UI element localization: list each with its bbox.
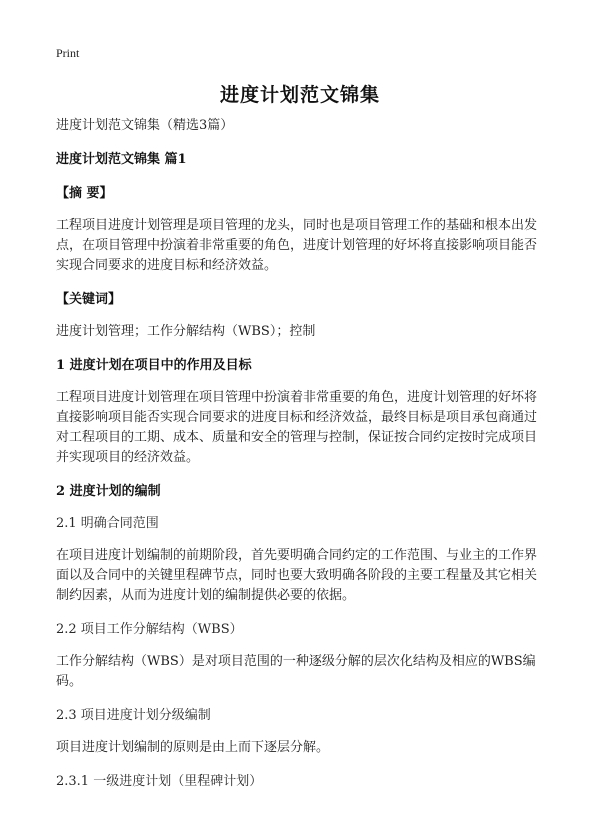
- print-link[interactable]: Print: [56, 46, 80, 60]
- article-heading: 进度计划范文锦集 篇1: [56, 152, 187, 167]
- abstract-heading: 【摘 要】: [56, 186, 113, 201]
- document-body: [56, 116, 548, 804]
- section-1-text: 工程项目进度计划管理在项目管理中扮演着非常重要的角色，进度计划管理的好坏将直接影响项目能否实现合同要求的进度目标和经济效益，最终目标是项目承包商通过对工程项目的工期、成本、质量和安全的管理与控制，保证按合同约定按时完成项目并实现项目的经济效益。: [56, 390, 538, 465]
- keywords-text: 进度计划管理；工作分解结构（WBS）；控制: [56, 324, 316, 339]
- section-2-heading: 2 进度计划的编制: [56, 484, 161, 499]
- section-2-1-text: 在项目进度计划编制的前期阶段，首先要明确合同约定的工作范围、与业主的工作界面以及合同中的关键里程碑节点，同时也要大致明确各阶段的主要工程量及其它相关制约因素，从而为进度计划的编制提供必要的依据。: [56, 548, 538, 603]
- document-subtitle: 进度计划范文锦集（精选3篇）: [56, 118, 234, 133]
- document-title: 进度计划范文锦集: [219, 84, 380, 106]
- section-2-2-text: 工作分解结构（WBS）是对项目范围的一种逐级分解的层次化结构及相应的WBS编码。: [56, 654, 536, 689]
- keywords-heading: 【关键词】: [56, 292, 122, 307]
- section-2-3-1-heading: 2.3.1 一级进度计划（里程碑计划）: [56, 774, 263, 789]
- section-1-heading: 1 进度计划在项目中的作用及目标: [56, 358, 252, 373]
- section-2-1-heading: 2.1 明确合同范围: [56, 516, 159, 531]
- section-2-2-heading: 2.2 项目工作分解结构（WBS）: [56, 622, 243, 637]
- abstract-text: 工程项目进度计划管理是项目管理的龙头，同时也是项目管理工作的基础和根本出发点，在项目管理中扮演着非常重要的角色，进度计划管理的好坏将直接影响项目能否实现合同要求的进度目标和经济效益。: [56, 218, 538, 273]
- section-2-3-heading: 2.3 项目进度计划分级编制: [56, 708, 211, 723]
- section-2-3-text: 项目进度计划编制的原则是由上而下逐层分解。: [56, 740, 330, 755]
